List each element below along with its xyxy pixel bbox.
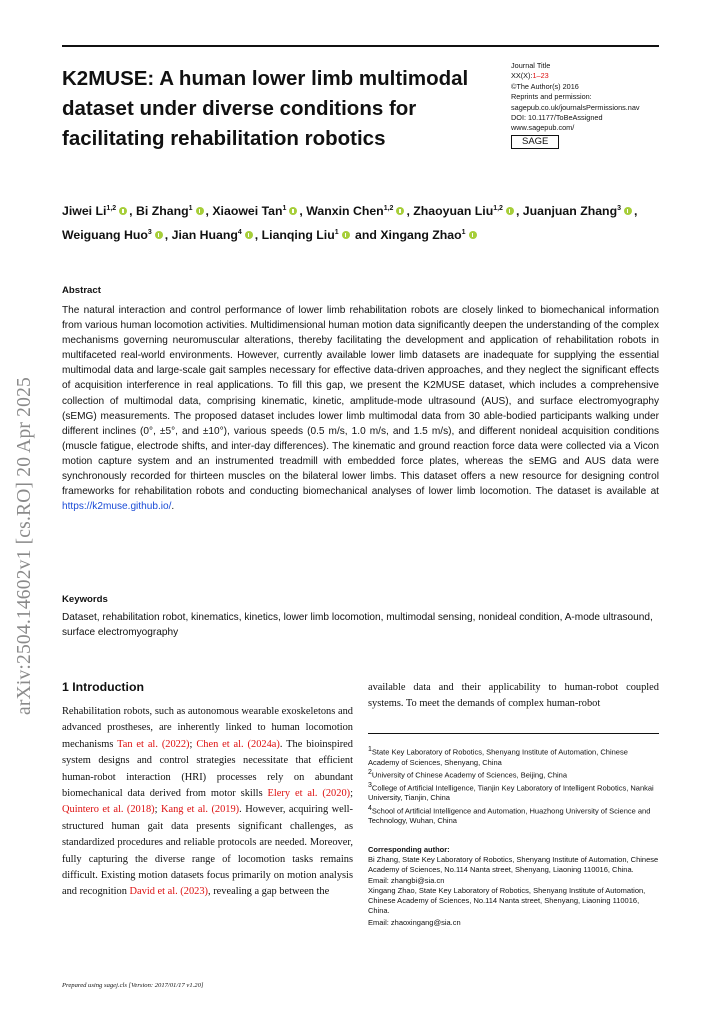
orcid-icon[interactable] [469, 231, 477, 239]
orcid-icon[interactable] [155, 231, 163, 239]
pages-link[interactable]: 1–23 [532, 71, 549, 81]
affiliation: $^4$School of Artificial Intelligence and Automation, Huazhong University of Science and Technology, Wuhan, China [368, 804, 651, 826]
dataset-link[interactable]: https://k2muse.github.io/ [62, 501, 172, 513]
author: Zhaoyuan Liu$^{1,2}$ , [413, 204, 520, 219]
citation-link[interactable]: David et al. (2023) [129, 886, 209, 898]
citation-link[interactable]: Elery et al. (2020) [267, 788, 351, 800]
abstract-body: The natural interaction and control performance of lower limb rehabilitation robots are closely linked to biomechanical information from various human locomotion activities. Multidimensional human motion data significantly deepen the understanding of the complex mechanisms governing neuromuscular alterations, thereby facilitating the development and application of rehabilitation robots in multifaceted real-world environments. However, currently available lower limb datasets are inadequate for supplying the essential multimodal data and large-scale gait samples necessary for effective data-driven approaches, and they neglect the significant effects of acquisition interference in real applications. To fill this gap, we present the K2MUSE dataset, which includes a comprehensive collection of multimodal data, comprising kinematic, kinetic, amplitude-mode ultrasound (AUS), and surface electromyography (sEMG) measurements. The proposed dataset includes lower limb multimodal data from 30 able-bodied participants walking under different inclines (0°, ±5°, and ±10°), various speeds (0.5 m/s, 1.0 m/s, and 1.5 m/s), and different nonideal acquisition conditions (muscle fatigue, electrode shifts, and inter-day differences). The kinematic and ground reaction force data were collected via a Vicon motion capture system and an instrumented treadmill with embedded force plates, whereas the sEMG and AUS data were synchronously recorded for thirteen muscles on the bilateral lower limbs. This dataset offers a new resource for designing control frameworks for rehabilitation robots and conducting biomechanical analyses of lower limb locomotion. The dataset is available at https://k2muse.github.io/. [62, 305, 659, 513]
author: Jian Huang$^4$ , [171, 228, 259, 243]
corresponding-address: Xingang Zhao, State Key Laboratory of Robotics, Shenyang Institute of Automation, Chinese Academy of Sciences, No.114 Nanta street, Shenyang, Liaoning 110016, China. [368, 885, 646, 916]
author: Xingang Zhao$^1$ [380, 228, 478, 242]
page-footer: Prepared using sagej.cls [Version: 2017/01/17 v1.20] [62, 982, 204, 989]
author: Xiaowei Tan$^1$ , [212, 204, 303, 219]
intro-left-column: Rehabilitation robots, such as autonomous wearable exoskeletons and advanced prostheses, are inherently linked to human locomotion mechanisms Tan et al. (2022); Chen et al. (2024a). The bioinspired system designs and control strategies necessitate that efficient human-robot interaction (HRI) processes rely on abundant biomechanical data derived from motor skills Elery et al. (2020); Quintero et al. (2018); Kang et al. (2019). However, acquiring well-structured human gait data presents significant challenges, as standardized procedures and reliable protocols are needed. Moreover, fully capturing the diverse range of locomotion tasks remains difficult. Existing motion datasets focus primarily on motion analysis and recognition David et al. (2023), revealing a gap between the [62, 706, 353, 898]
author: Weiguang Huo$^3$ , [62, 228, 169, 243]
author: Jiwei Li$^{1,2}$ , [62, 204, 133, 219]
journal-info [511, 61, 671, 149]
author: Bi Zhang$^1$ , [136, 204, 209, 219]
copyright: ©The Author(s) 2016 [511, 81, 579, 91]
paper-title: K2MUSE: A human lower limb multimodal dataset under diverse conditions for facilitating rehabilitation robotics [62, 67, 469, 150]
citation-link[interactable]: Tan et al. (2022) [117, 738, 190, 750]
author-list [62, 198, 662, 246]
author: Juanjuan Zhang$^3$ , [522, 204, 638, 219]
citation-link[interactable]: Kang et al. (2019) [160, 804, 240, 816]
abstract-heading: Abstract [62, 285, 101, 296]
citation-link[interactable]: Quintero et al. (2018) [62, 804, 155, 816]
affiliations [368, 745, 659, 826]
intro-right-column: available data and their applicability to human-robot coupled systems. To meet the demands of complex human-robot [368, 682, 659, 710]
sage-web: www.sagepub.com/ [511, 123, 575, 133]
orcid-icon[interactable] [624, 207, 632, 215]
corresponding-address: Bi Zhang, State Key Laboratory of Robotics, Shenyang Institute of Automation, Chinese Academy of Sciences, No.114 Nanta street, Shenyang, Liaoning 110016, China. [368, 855, 659, 875]
section-heading: 1 Introduction [62, 680, 144, 694]
orcid-icon[interactable] [506, 207, 514, 215]
top-rule [62, 45, 659, 47]
doi: DOI: 10.1177/ToBeAssigned [511, 113, 603, 123]
footnote-rule [368, 733, 659, 734]
journal-title: Journal Title [511, 61, 551, 70]
corresponding-email[interactable]: Email: zhaoxingang@sia.cn [368, 918, 461, 928]
keywords-body: Dataset, rehabilitation robot, kinematics, kinetics, lower limb locomotion, multimodal sensing, nonideal condition, A-mode ultrasound, surface electromyography [62, 612, 653, 639]
affiliation: $^1$State Key Laboratory of Robotics, Shenyang Institute of Automation, Chinese Academy of Sciences, Shenyang, China [368, 746, 628, 767]
author: Lianqing Liu$^1$ and [261, 228, 377, 243]
citation-link[interactable]: Chen et al. (2024a) [196, 738, 280, 750]
affiliation: $^3$College of Artificial Intelligence, Tianjin Key Laboratory of Intelligent Robotics, Nankai University, Tianjin, China [368, 781, 654, 803]
orcid-icon[interactable] [289, 207, 297, 215]
corresponding-email[interactable]: Email: zhangbi@sia.cn [368, 875, 445, 885]
orcid-icon[interactable] [396, 207, 404, 215]
reprints-url: sagepub.co.uk/journalsPermissions.nav [511, 102, 640, 112]
orcid-icon[interactable] [342, 231, 350, 239]
corresponding-author [368, 845, 659, 929]
orcid-icon[interactable] [196, 207, 204, 215]
corresponding-heading: Corresponding author: [368, 845, 450, 854]
arxiv-stamp: arXiv:2504.14602v1 [cs.RO] 20 Apr 2025 [14, 377, 35, 715]
author: Wanxin Chen$^{1,2}$ , [306, 204, 410, 219]
affiliation: $^2$University of Chinese Academy of Sciences, Beijing, China [368, 768, 568, 780]
sage-logo: SAGE [511, 135, 559, 149]
keywords-heading: Keywords [62, 594, 108, 605]
journal-volume: XX(X):1–23 [511, 71, 549, 81]
orcid-icon[interactable] [245, 231, 253, 239]
orcid-icon[interactable] [119, 207, 127, 215]
reprints: Reprints and permission: [511, 92, 592, 102]
